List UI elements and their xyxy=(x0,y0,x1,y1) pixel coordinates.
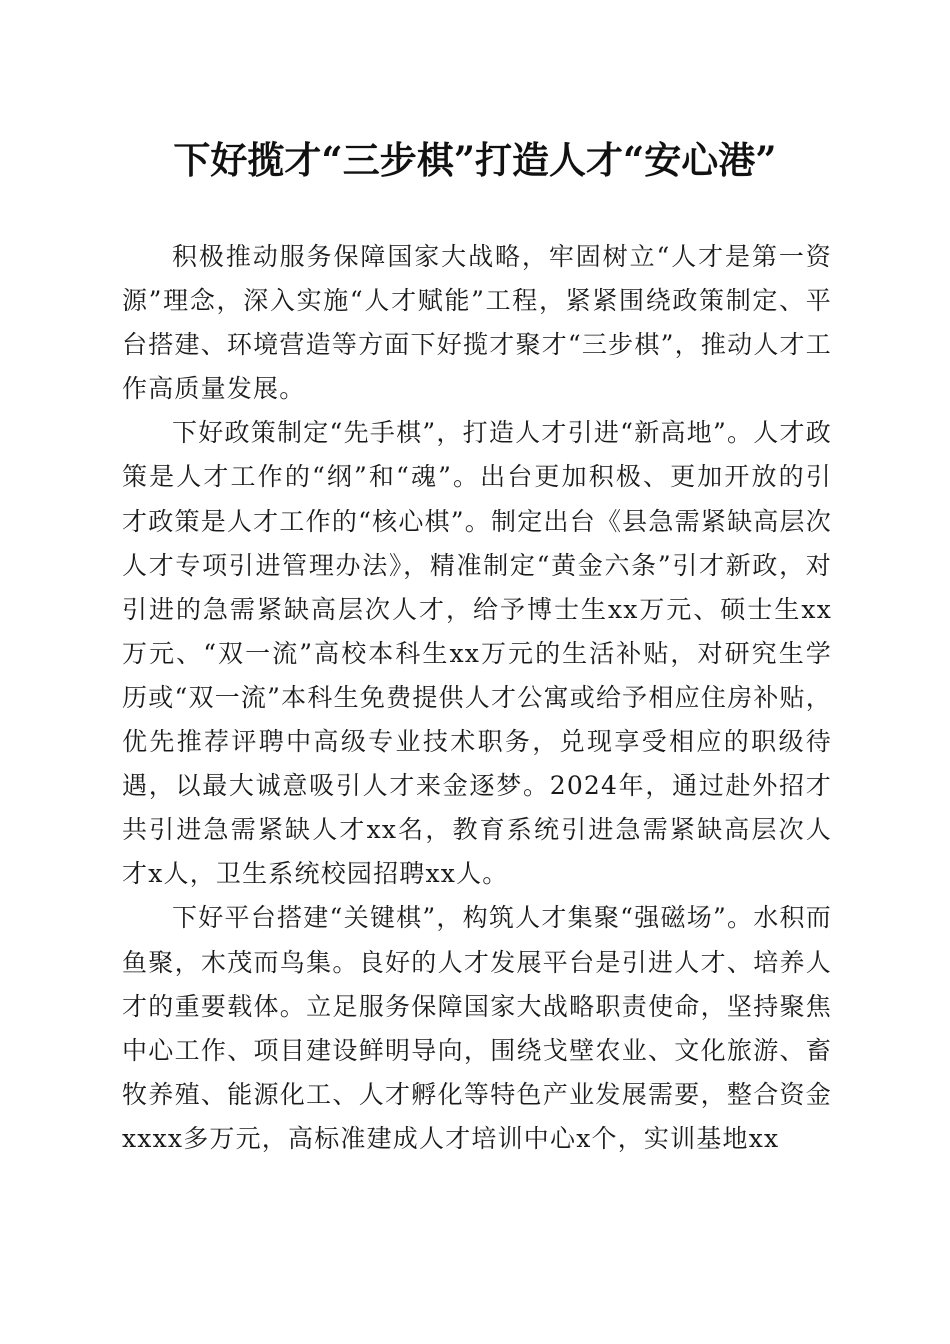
document-title: 下好揽才“三步棋”打造人才“安心港” xyxy=(173,138,777,182)
document-body xyxy=(122,235,832,1161)
paragraph-intro: 积极推动服务保障国家大战略，牢固树立“人才是第一资源”理念，深入实施“人才赋能”工程，紧紧围绕政策制定、平台搭建、环境营造等方面下好揽才聚才“三步棋”，推动人才工作高质量发展。 xyxy=(122,242,832,404)
paragraph-policy: 下好政策制定“先手棋”，打造人才引进“新高地”。人才政策是人才工作的“纲”和“魂”。出台更加积极、更加开放的引才政策是人才工作的“核心棋”。制定出台《县急需紧缺高层次人才专项引进管理办法》，精准制定“黄金六条”引才新政，对引进的急需紧缺高层次人才，给予博士生xx万元、硕士生xx万元、“双一流”高校本科生xx万元的生活补贴，对研究生学历或“双一流”本科生免费提供人才公寓或给予相应住房补贴，优先推荐评聘中高级专业技术职务，兑现享受相应的职级待遇，以最大诚意吸引人才来金逐梦。2024年，通过赴外招才共引进急需紧缺人才xx名，教育系统引进急需紧缺高层次人才x人，卫生系统校园招聘xx人。 xyxy=(122,418,832,889)
paragraph-platform: 下好平台搭建“关键棋”，构筑人才集聚“强磁场”。水积而鱼聚，木茂而鸟集。良好的人才发展平台是引进人才、培养人才的重要载体。立足服务保障国家大战略职责使命，坚持聚焦中心工作、项目建设鲜明导向，围绕戈壁农业、文化旅游、畜牧养殖、能源化工、人才孵化等特色产业发展需要，整合资金xxxx多万元，高标准建成人才培训中心x个，实训基地xx xyxy=(122,903,832,1153)
